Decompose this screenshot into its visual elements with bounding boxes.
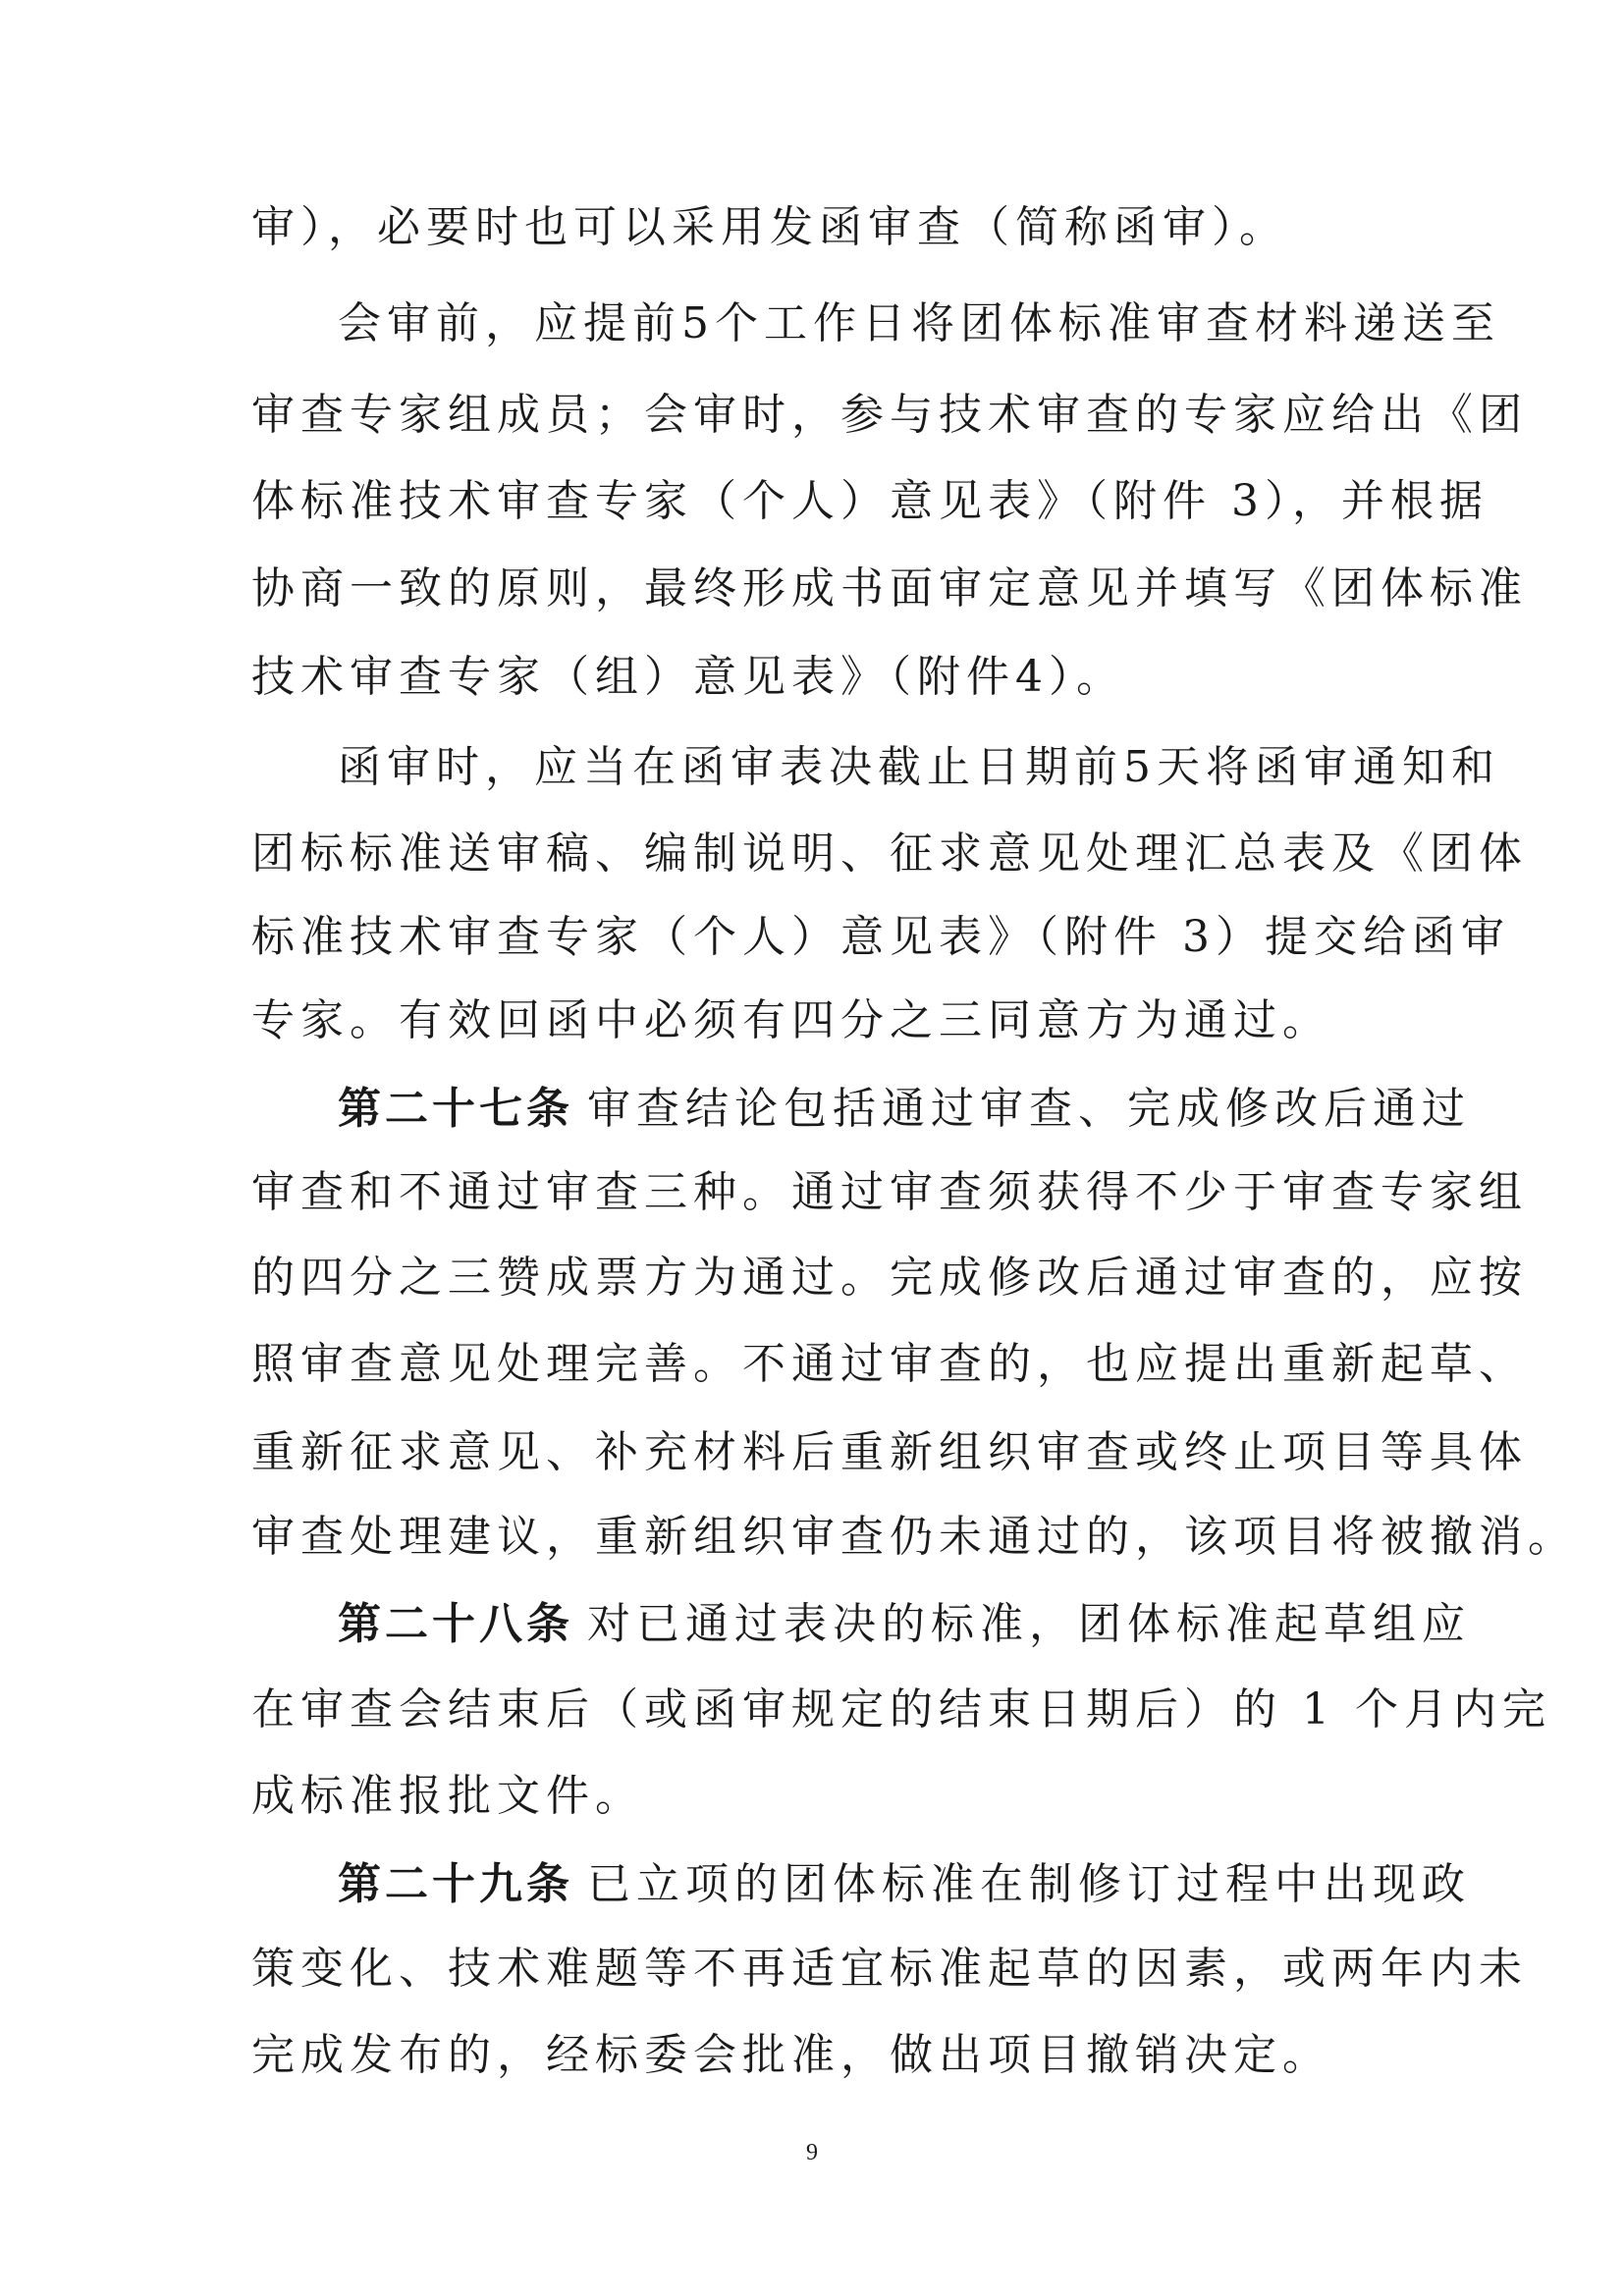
article-29-line (338, 1855, 1471, 1914)
text-line: 照审查意见处理完善。不通过审查的，也应提出重新起草、 (251, 1339, 1528, 1389)
text-line: 策变化、技术难题等不再适宜标准起草的因素，或两年内未 (251, 1944, 1528, 1994)
text-line: 协商一致的原则，最终形成书面审定意见并填写《团体标准 (251, 563, 1528, 614)
article-28-line (338, 1595, 1471, 1654)
text-line: 团标标准送审稿、编制说明、征求意见处理汇总表及《团体 (251, 828, 1528, 879)
text-line: 技术审查专家（组）意见表》（附件4）。 (251, 652, 1125, 702)
text-line: 审），必要时也可以采用发函审查（简称函审）。 (251, 202, 1288, 252)
text-line: 会审前，应提前5个工作日将团体标准审查材料递送至 (338, 298, 1500, 348)
article-heading: 第二十八条 (338, 1599, 573, 1649)
text-line: 函审时，应当在函审表决截止日期前5天将函审通知和 (338, 742, 1500, 792)
text-line: 的四分之三赞成票方为通过。完成修改后通过审查的，应按 (251, 1253, 1528, 1303)
text-line: 完成发布的，经标委会批准，做出项目撤销决定。 (251, 2030, 1331, 2080)
text-line: 在审查会结束后（或函审规定的结束日期后）的 1 个月内完 (251, 1684, 1551, 1735)
text-line: 审查处理建议，重新组织审查仍未通过的，该项目将被撤消。 (251, 1512, 1577, 1562)
text-line: 重新征求意见、补充材料后重新组织审查或终止项目等具体 (251, 1427, 1528, 1477)
article-text: 审查结论包括通过审查、完成修改后通过 (587, 1084, 1471, 1134)
text-line: 标准技术审查专家（个人）意见表》（附件 3）提交给函审 (251, 912, 1510, 962)
article-heading: 第二十九条 (338, 1859, 573, 1909)
article-text: 对已通过表决的标准，团体标准起草组应 (587, 1599, 1471, 1649)
text-line: 体标准技术审查专家（个人）意见表》（附件 3），并根据 (251, 476, 1489, 526)
text-line: 专家。有效回函中必须有四分之三同意方为通过。 (251, 995, 1331, 1045)
article-text: 已立项的团体标准在制修订过程中出现政 (587, 1859, 1471, 1909)
page-number: 9 (806, 2140, 818, 2165)
text-line: 成标准报批文件。 (251, 1771, 644, 1821)
text-line: 审查专家组成员；会审时，参与技术审查的专家应给出《团 (251, 390, 1528, 440)
text-line: 审查和不通过审查三种。通过审查须获得不少于审查专家组 (251, 1167, 1528, 1217)
article-heading: 第二十七条 (338, 1084, 573, 1134)
article-27-line (338, 1080, 1471, 1139)
